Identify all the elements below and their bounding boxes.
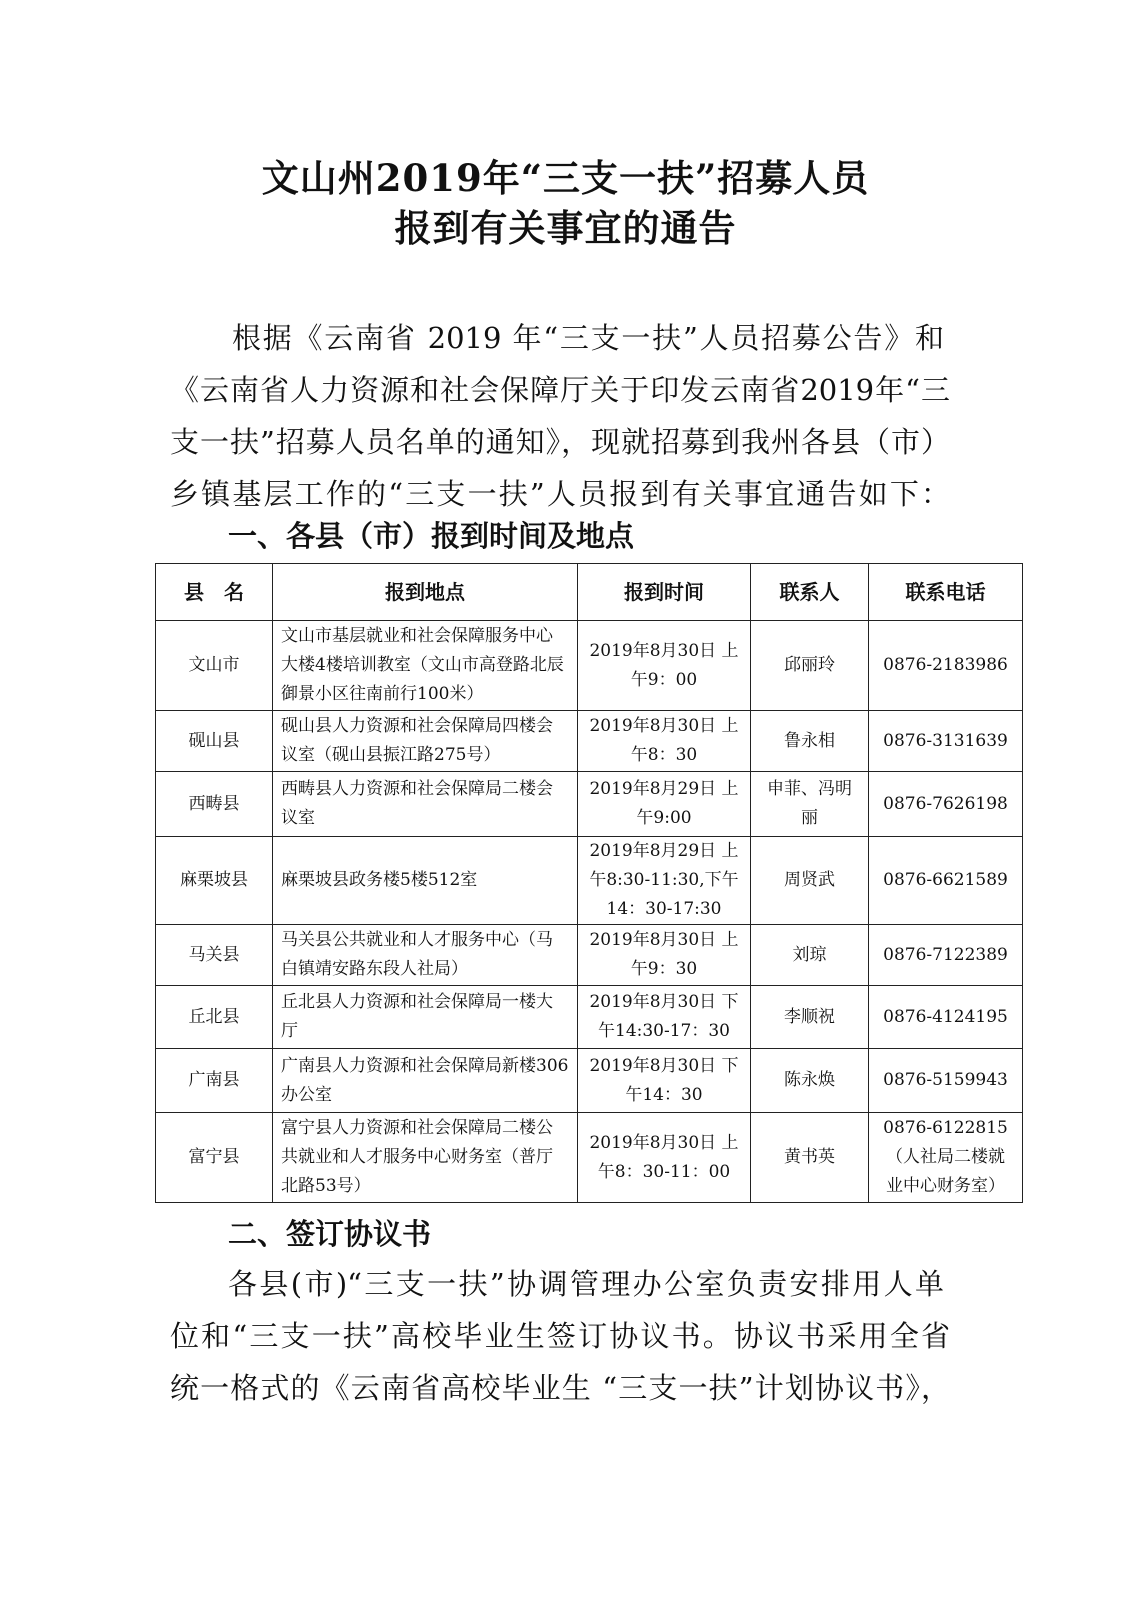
table-row — [156, 772, 1023, 837]
table-row — [156, 621, 1023, 711]
cell-time: 2019年8月30日 上午8：30 — [578, 711, 751, 772]
header-county: 县 名 — [156, 564, 273, 621]
cell-contact: 黄书英 — [751, 1113, 869, 1203]
header-phone: 联系电话 — [869, 564, 1023, 621]
cell-phone: 0876-7626198 — [869, 772, 1023, 837]
cell-place: 麻栗坡县政务楼5楼512室 — [273, 837, 578, 925]
document-title-line-2: 报到有关事宜的通告 — [394, 206, 737, 250]
cell-phone: 0876-4124195 — [869, 986, 1023, 1049]
cell-county: 文山市 — [156, 621, 273, 711]
registration-table — [155, 563, 1023, 1203]
intro-line: 乡镇基层工作的“三支一扶”人员报到有关事宜通告如下： — [170, 477, 950, 511]
cell-time: 2019年8月30日 上午9：30 — [578, 925, 751, 986]
table-row — [156, 711, 1023, 772]
cell-phone: 0876-5159943 — [869, 1049, 1023, 1113]
cell-county: 砚山县 — [156, 711, 273, 772]
cell-time: 2019年8月29日 上午9:00 — [578, 772, 751, 837]
cell-place: 西畴县人力资源和社会保障局二楼会议室 — [273, 772, 578, 837]
cell-contact: 周贤武 — [751, 837, 869, 925]
section2-line: 各县(市)“三支一扶”协调管理办公室负责安排用人单 — [228, 1267, 944, 1301]
cell-contact: 陈永焕 — [751, 1049, 869, 1113]
cell-county: 广南县 — [156, 1049, 273, 1113]
cell-county: 富宁县 — [156, 1113, 273, 1203]
cell-time: 2019年8月30日 上午9：00 — [578, 621, 751, 711]
cell-phone: 0876-7122389 — [869, 925, 1023, 986]
cell-time: 2019年8月29日 上午8:30-11:30,下午14：30-17:30 — [578, 837, 751, 925]
section2-line: 位和“三支一扶”高校毕业生签订协议书。协议书采用全省 — [170, 1319, 950, 1353]
cell-place: 文山市基层就业和社会保障服务中心大楼4楼培训教室（文山市高登路北辰御景小区往南前行100米） — [273, 621, 578, 711]
table-row — [156, 1049, 1023, 1113]
cell-phone: 0876-6621589 — [869, 837, 1023, 925]
cell-contact: 李顺祝 — [751, 986, 869, 1049]
section2-line: 统一格式的《云南省高校毕业生 “三支一扶”计划协议书》， — [170, 1371, 950, 1405]
table-row — [156, 925, 1023, 986]
cell-phone: 0876-2183986 — [869, 621, 1023, 711]
header-contact: 联系人 — [751, 564, 869, 621]
cell-place: 砚山县人力资源和社会保障局四楼会议室（砚山县振江路275号） — [273, 711, 578, 772]
cell-contact: 申菲、冯明丽 — [751, 772, 869, 837]
cell-phone: 0876-3131639 — [869, 711, 1023, 772]
cell-contact: 刘琼 — [751, 925, 869, 986]
cell-time: 2019年8月30日 下午14：30 — [578, 1049, 751, 1113]
table-header-row — [156, 564, 1023, 621]
cell-place: 丘北县人力资源和社会保障局一楼大厅 — [273, 986, 578, 1049]
section-heading-2: 二、签订协议书 — [228, 1217, 432, 1251]
cell-place: 广南县人力资源和社会保障局新楼306办公室 — [273, 1049, 578, 1113]
cell-place: 马关县公共就业和人才服务中心（马白镇靖安路东段人社局） — [273, 925, 578, 986]
cell-time: 2019年8月30日 上午8：30-11：00 — [578, 1113, 751, 1203]
cell-county: 西畴县 — [156, 772, 273, 837]
cell-contact: 鲁永相 — [751, 711, 869, 772]
cell-contact: 邱丽玲 — [751, 621, 869, 711]
table-row — [156, 986, 1023, 1049]
cell-county: 丘北县 — [156, 986, 273, 1049]
cell-phone: 0876-6122815（人社局二楼就业中心财务室） — [869, 1113, 1023, 1203]
header-place: 报到地点 — [273, 564, 578, 621]
intro-line: 《云南省人力资源和社会保障厅关于印发云南省2019年“三 — [170, 373, 950, 407]
document-title-line-1: 文山州2019年“三支一扶”招募人员 — [261, 156, 870, 200]
section-heading-1: 一、各县（市）报到时间及地点 — [228, 519, 635, 553]
intro-line: 支一扶”招募人员名单的通知》，现就招募到我州各县（市） — [170, 425, 950, 459]
header-time: 报到时间 — [578, 564, 751, 621]
cell-county: 麻栗坡县 — [156, 837, 273, 925]
table-row — [156, 837, 1023, 925]
cell-place: 富宁县人力资源和社会保障局二楼公共就业和人才服务中心财务室（普厅北路53号） — [273, 1113, 578, 1203]
cell-time: 2019年8月30日 下午14:30-17：30 — [578, 986, 751, 1049]
intro-line: 根据《云南省 2019 年“三支一扶”人员招募公告》和 — [232, 321, 944, 355]
cell-county: 马关县 — [156, 925, 273, 986]
table-row — [156, 1113, 1023, 1203]
